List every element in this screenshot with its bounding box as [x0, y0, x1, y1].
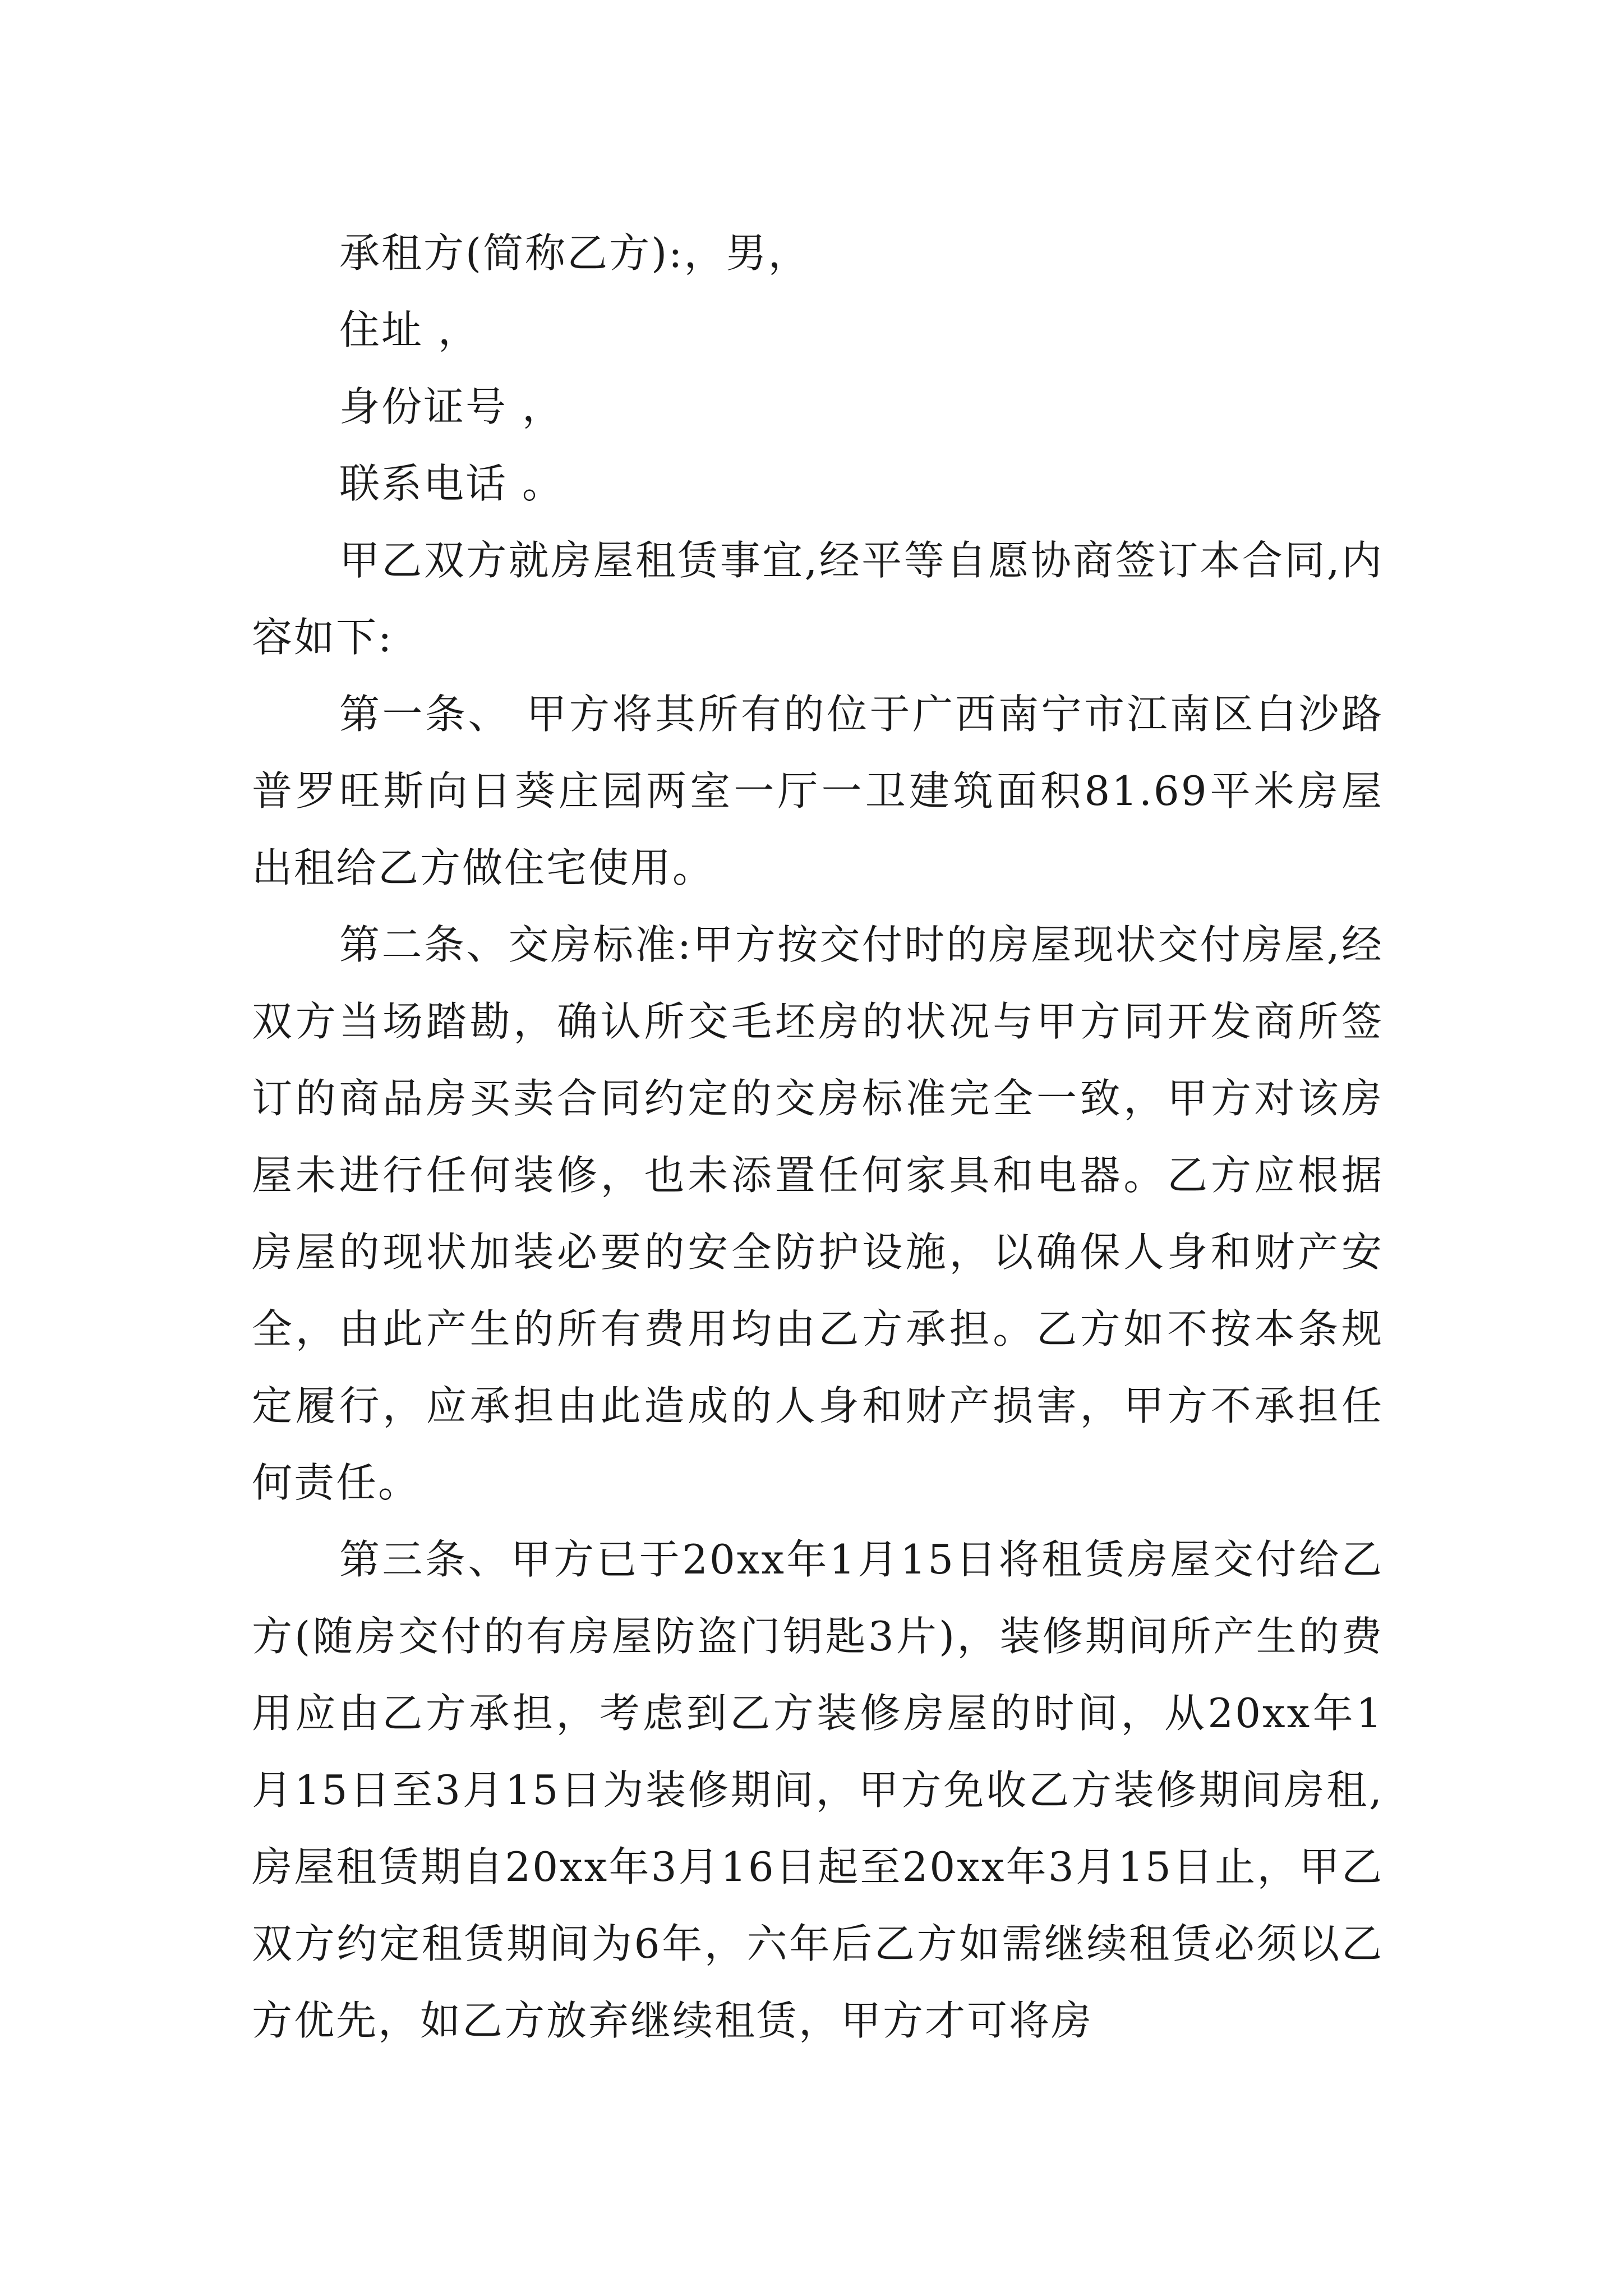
id-number-line: 身份证号 ， — [339, 383, 564, 430]
article-1-paragraph: 第一条、 甲方将其所有的位于广西南宁市江南区白沙路普罗旺斯向日葵庄园两室一厅一卫建筑面积81.69平米房屋出租给乙方做住宅使用。 — [252, 691, 1384, 891]
phone-line: 联系电话 。 — [339, 460, 564, 507]
address-line: 住址 ， — [339, 306, 480, 353]
article-2-paragraph: 第二条、交房标准:甲方按交付时的房屋现状交付房屋,经双方当场踏勘，确认所交毛坯房的状况与甲方同开发商所签订的商品房买卖合同约定的交房标准完全一致，甲方对该房屋未进行任何装修，也未添置任何家具和电器。乙方应根据房屋的现状加装必要的安全防护设施，以确保人身和财产安全，由此产生的所有费用均由乙方承担。乙方如不按本条规定履行，应承担由此造成的人身和财产损害，甲方不承担任何责任。 — [252, 921, 1384, 1506]
document-body — [252, 215, 1384, 2059]
preamble-paragraph: 甲乙双方就房屋租赁事宜,经平等自愿协商签订本合同,内容如下: — [252, 537, 1384, 661]
article-3-paragraph: 第三条、甲方已于20xx年1月15日将租赁房屋交付给乙方(随房交付的有房屋防盗门钥匙3片)，装修期间所产生的费用应由乙方承担，考虑到乙方装修房屋的时间，从20xx年1月15日至3月15日为装修期间，甲方免收乙方装修期间房租,房屋租赁期自20xx年3月16日起至20xx年3月15日止，甲乙双方约定租赁期间为6年，六年后乙方如需继续租赁必须以乙方优先，如乙方放弃继续租赁，甲方才可将房 — [252, 1536, 1384, 2044]
tenant-line: 承租方(简称乙方):，男， — [339, 229, 810, 277]
